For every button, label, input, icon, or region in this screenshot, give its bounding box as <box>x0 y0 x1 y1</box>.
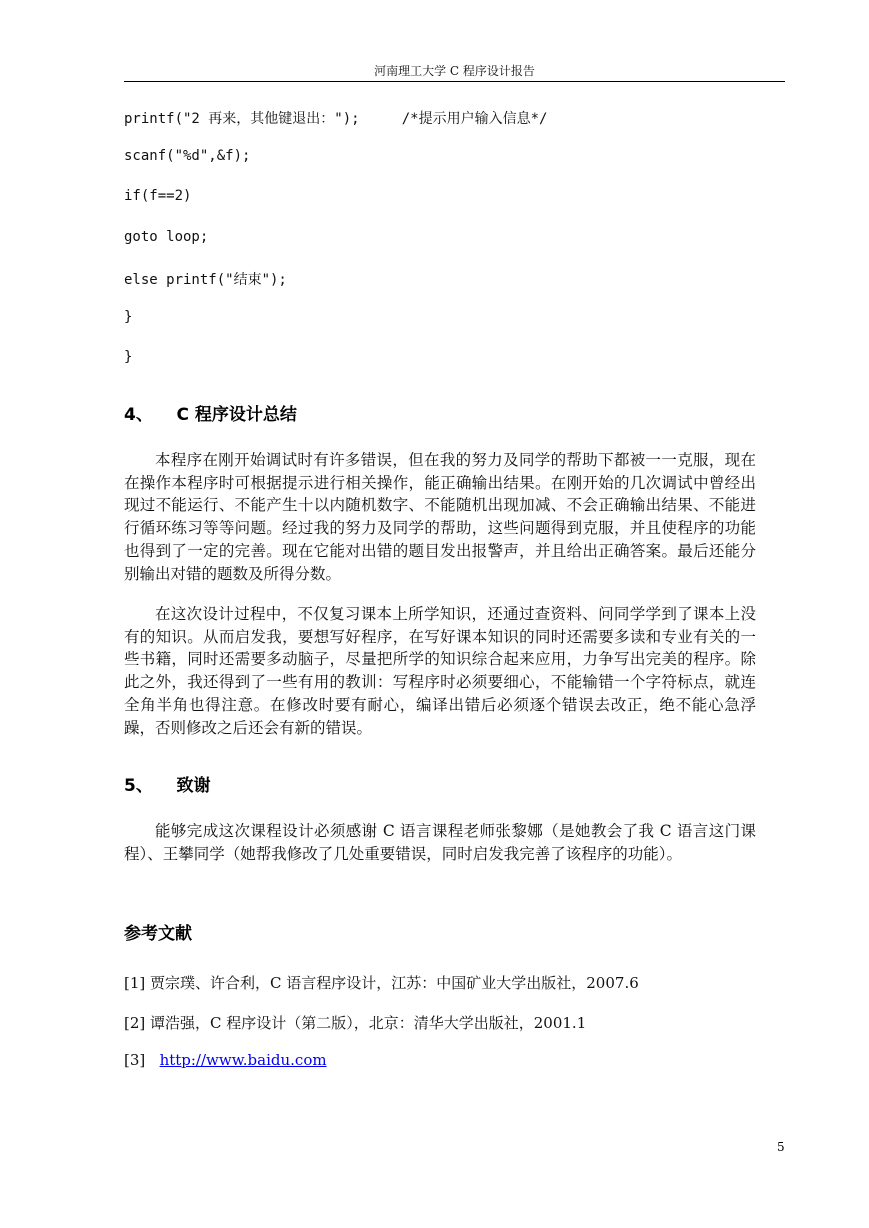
code-line: } <box>124 309 133 325</box>
reference-item-2: [2] 谭浩强，C 程序设计（第二版），北京：清华大学出版社，2001.1 <box>124 1014 587 1032</box>
reference-item-3 <box>124 1051 327 1069</box>
reference-link[interactable]: http://www.baidu.com <box>159 1051 327 1069</box>
reference-item-1: [1] 贾宗璞、许合利，C 语言程序设计，江苏：中国矿业大学出版社，2007.6 <box>124 974 639 992</box>
code-line: else printf("结束"); <box>124 272 287 288</box>
code-line: goto loop; <box>124 229 209 245</box>
code-line: if(f==2) <box>124 188 192 204</box>
acknowledgements-paragraph: 能够完成这次课程设计必须感谢 C 语言课程老师张黎娜（是她教会了我 C 语言这门课程）、王攀同学（她帮我修改了几处重要错误，同时启发我完善了该程序的功能）。 <box>124 822 756 863</box>
references-heading: 参考文献 <box>124 924 192 944</box>
summary-paragraph-2: 在这次设计过程中，不仅复习课本上所学知识，还通过查资料、问同学学到了课本上没有的知识。从而启发我，要想写好程序，在写好课本知识的同时还需要多读和专业有关的一些书籍，同时还需要多动脑子，尽量把所学的知识综合起来应用，力争写出完美的程序。除此之外，我还得到了一些有用的教训：写程序时必须要细心，不能输错一个字符标点，就连全角半角也得注意。在修改时要有耐心，编译出错后必须逐个错误去改正，绝不能心急浮躁，否则修改之后还会有新的错误。 <box>124 605 756 737</box>
code-line: } <box>124 349 133 365</box>
code-line: scanf("%d",&f); <box>124 148 251 164</box>
section-heading-acknowledgements: 5、 致谢 <box>124 776 211 796</box>
page-number: 5 <box>777 1140 785 1154</box>
page-header-title: 河南理工大学 C 程序设计报告 <box>374 64 535 78</box>
code-line: printf("2 再来，其他键退出："); /*提示用户输入信息*/ <box>124 111 548 127</box>
reference-3-label: [3] <box>124 1051 146 1069</box>
summary-paragraph-1: 本程序在刚开始调试时有许多错误，但在我的努力及同学的帮助下都被一一克服，现在在操作本程序时可根据提示进行相关操作，能正确输出结果。在刚开始的几次调试中曾经出现过不能运行、不能产生十以内随机数字、不能随机出现加减、不会正确输出结果、不能进行循环练习等等问题。经过我的努力及同学的帮助，这些问题得到克服，并且使程序的功能也得到了一定的完善。现在它能对出错的题目发出报警声，并且给出正确答案。最后还能分别输出对错的题数及所得分数。 <box>124 451 756 583</box>
header-divider <box>124 81 785 82</box>
section-heading-summary: 4、 C 程序设计总结 <box>124 405 297 425</box>
